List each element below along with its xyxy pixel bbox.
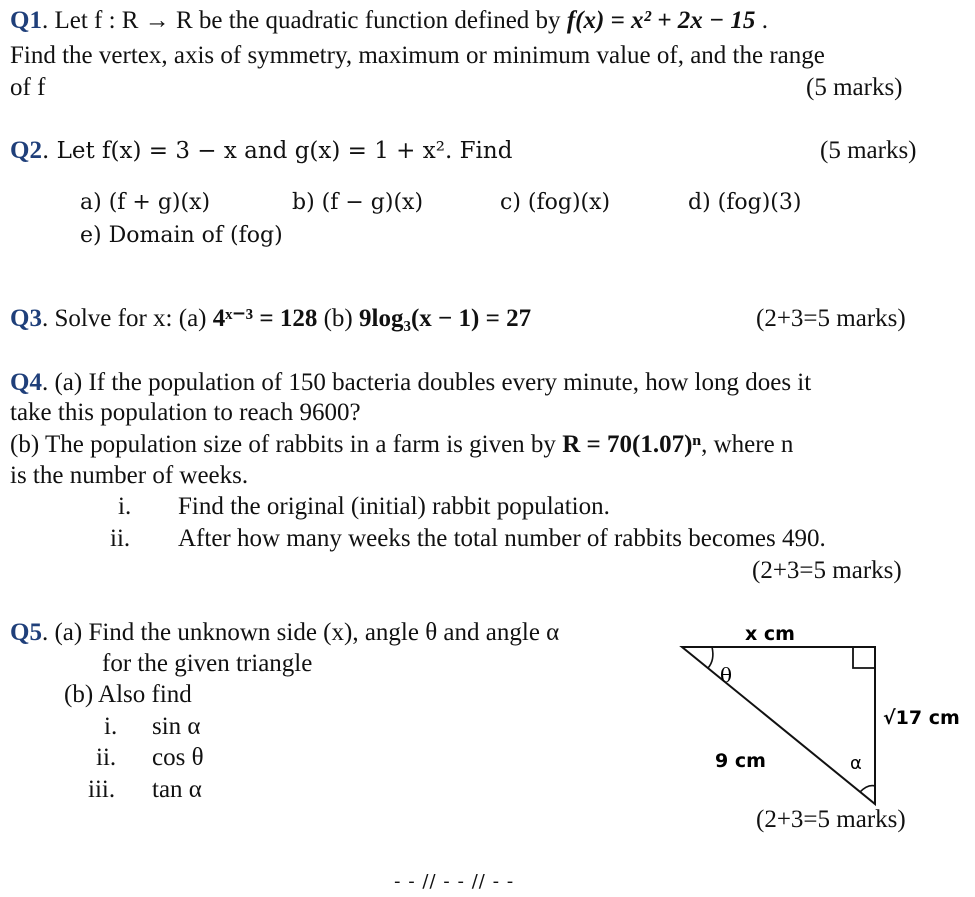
footer-separator: - - // - - // - - [394, 871, 515, 892]
q1-marks: (5 marks) [806, 74, 903, 101]
q5-item-iii-num: iii. [88, 776, 116, 803]
right-angle-mark [853, 647, 875, 668]
q1-line1 [10, 6, 768, 36]
q3-pre: . Solve for x: (a) [41, 305, 213, 332]
q1-line3: of f [10, 74, 46, 101]
q1-intro: . Let f : R → R be the quadratic function defined by [41, 7, 567, 34]
q5-item-iii: tan α [152, 776, 202, 803]
q4-number: Q4 [10, 369, 42, 396]
q4-item-ii: After how many weeks the total number of rabbits becomes 490. [178, 525, 826, 552]
q5-item-ii: cos θ [152, 744, 204, 771]
q4-rabbit-eq: R = 70(1.07)ⁿ [562, 431, 702, 458]
q4-marks: (2+3=5 marks) [752, 557, 902, 584]
q1-number: Q1 [10, 7, 42, 34]
q4-line3 [10, 430, 793, 460]
q2-part-c: c) (fog)(x) [500, 190, 611, 215]
triangle-shape [682, 647, 875, 804]
q2-part-e: e) Domain of (fog) [80, 223, 283, 248]
q4-item-ii-num: ii. [110, 525, 131, 552]
q3-eq-a: 4ˣ⁻³ = 128 [212, 305, 318, 332]
theta-arc [708, 647, 713, 668]
q3-number: Q3 [10, 305, 42, 332]
q1-period: . [755, 7, 768, 34]
q5-item-i-num: i. [104, 713, 118, 740]
q2-number: Q2 [10, 137, 42, 164]
q1-function: f(x) = x² + 2x − 15 [566, 7, 756, 34]
hypotenuse-label: 9 cm [715, 750, 766, 772]
q4-line1-text: . (a) If the population of 150 bacteria doubles every minute, how long does it [41, 369, 812, 396]
q5-number: Q5 [10, 619, 42, 646]
q2-part-b: b) (f − g)(x) [292, 190, 424, 215]
q2-marks: (5 marks) [820, 137, 917, 164]
q3-mid: (b) [317, 305, 359, 332]
q5-line3: (b) Also find [64, 681, 192, 708]
q3-marks: (2+3=5 marks) [756, 305, 906, 332]
q4-line3-pre: (b) The population size of rabbits in a farm is given by [10, 431, 563, 458]
q4-line1 [10, 368, 811, 398]
q1-line2: Find the vertex, axis of symmetry, maximum or minimum value of, and the range [10, 42, 825, 69]
q5-item-ii-num: ii. [96, 744, 117, 771]
alpha-label: α [850, 753, 862, 774]
q2-stem: . Let f(x) = 3 − x and g(x) = 1 + x². Find [41, 138, 513, 164]
q5-item-i: sin α [152, 713, 201, 740]
q5-line1-text: . (a) Find the unknown side (x), angle θ and angle α [41, 619, 560, 646]
side-top-label: x cm [745, 623, 795, 645]
q2-part-d: d) (fog)(3) [688, 190, 802, 215]
side-right-label: √17 cm [883, 707, 960, 729]
q5-line2: for the given triangle [102, 650, 313, 677]
q2-part-a: a) (f + g)(x) [80, 190, 211, 215]
q4-line2: take this population to reach 9600? [10, 399, 361, 426]
q2-stem-line [10, 136, 512, 166]
q5-marks: (2+3=5 marks) [756, 806, 906, 833]
theta-label: θ [720, 663, 733, 687]
q4-line3-post: , where n [701, 431, 794, 458]
q4-item-i: Find the original (initial) rabbit population. [178, 493, 610, 520]
q4-item-i-num: i. [118, 493, 132, 520]
q3-line [10, 304, 531, 334]
q3-eq-b: 9log₃(x − 1) = 27 [359, 305, 532, 332]
alpha-arc [860, 786, 875, 792]
q4-line4: is the number of weeks. [10, 462, 249, 489]
q5-line1 [10, 618, 559, 648]
